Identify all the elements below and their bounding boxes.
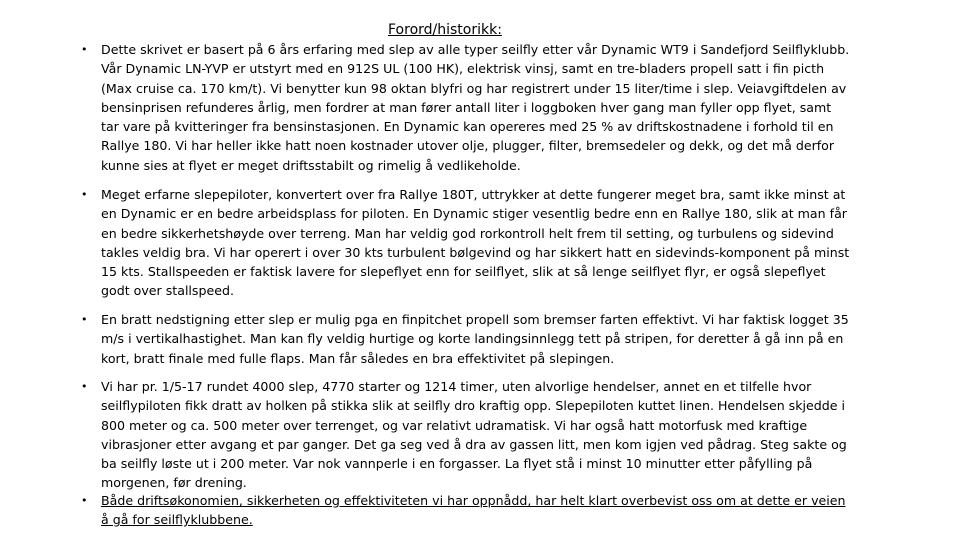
- bullet-item-experience: [81, 40, 853, 175]
- bullet-icon: •: [81, 188, 88, 201]
- paragraph-text: En bratt nedstigning etter slep er mulig pga en finpitchet propell som bremser farten effektivt. Vi har faktisk logget 35 m/s i vertikalhastighet. Man kan fly veldig hurtige og korte landingsinnlegg tett på stripen, for deretter å gå inn på en kort, bratt finale med fulle flaps. Man får således en bra effektivitet på slepingen.: [101, 312, 849, 366]
- paragraph-text: Meget erfarne slepepiloter, konvertert over fra Rallye 180T, uttrykker at dette fungerer meget bra, samt ikke minst at en Dynamic er en bedre arbeidsplass for piloten. En Dynamic stiger vesentlig bedre enn en Rallye 180, slik at man får en bedre sikkerhetshøyde over terreng. Man har veldig god rorkontroll helt frem til setting, og turbulens og sidevind takles veldig bra. Vi har operert i over 30 kts turbulent bølgevind og har sikkert hatt en sidevinds-komponent på minst 15 kts. Stallspeeden er faktisk lavere for slepeflyet enn for seilflyet, slik at så lenge seilflyet flyr, er også slepeflyet godt over stallspeed.: [101, 187, 850, 299]
- bullet-item-conclusion: [81, 491, 853, 530]
- document-title: Forord/historikk:: [388, 22, 502, 38]
- bullet-item-incidents: [81, 377, 853, 493]
- bullet-icon: •: [81, 380, 88, 393]
- bullet-icon: •: [81, 43, 88, 56]
- paragraph-text: Dette skrivet er basert på 6 års erfaring med slep av alle typer seilfly etter vår Dynamic WT9 i Sandefjord Seilflyklubb. Vår Dynamic LN-YVP er utstyrt med en 912S UL (100 HK), elektrisk vinsj, samt en tre-bladers propell satt i fin picth (Max cruise ca. 170 km/t). Vi benytter kun 98 oktan blyfri og har registrert under 15 liter/time i slep. Veiavgiftdelen av bensinprisen refunderes årlig, men fordrer at man fører antall liter i loggboken hver gang man fyller opp flyet, samt tar vare på kvitteringer fra bensinstasjonen. En Dynamic kan opereres med 25 % av driftskostnadene i forhold til en Rallye 180. Vi har heller ikke hatt noen kostnader utover olje, plugger, filter, bremsedeler og dekk, og det må derfor kunne sies at flyet er meget driftsstabilt og rimelig å vedlikeholde.: [101, 42, 850, 173]
- bullet-item-pilots: [81, 185, 853, 301]
- bullet-icon: •: [81, 494, 88, 507]
- paragraph-text: Både driftsøkonomien, sikkerheten og effektiviteten vi har oppnådd, har helt klart overbevist oss om at dette er veien å gå for seilflyklubbene.: [101, 493, 846, 528]
- bullet-item-descent: [81, 310, 853, 368]
- bullet-icon: •: [81, 313, 88, 326]
- paragraph-text: Vi har pr. 1/5-17 rundet 4000 slep, 4770 starter og 1214 timer, uten alvorlige hendelser, annet en et tilfelle hvor seilflypiloten fikk dratt av holken på stikka slik at seilfly dro kraftig opp. Slepepiloten kuttet linen. Hendelsen skjedde i 800 meter og ca. 500 meter over terrenget, og var relativt udramatisk. Vi har også hatt motorfusk med kraftige vibrasjoner etter avgang et par ganger. Det ga seg ved å dra av gassen litt, men kom igjen ved pådrag. Steg sakte og ba seilfly løste ut i 200 meter. Var nok vannperle i en forgasser. La flyet stå i minst 10 minutter etter påfylling på morgenen, før drening.: [101, 379, 847, 491]
